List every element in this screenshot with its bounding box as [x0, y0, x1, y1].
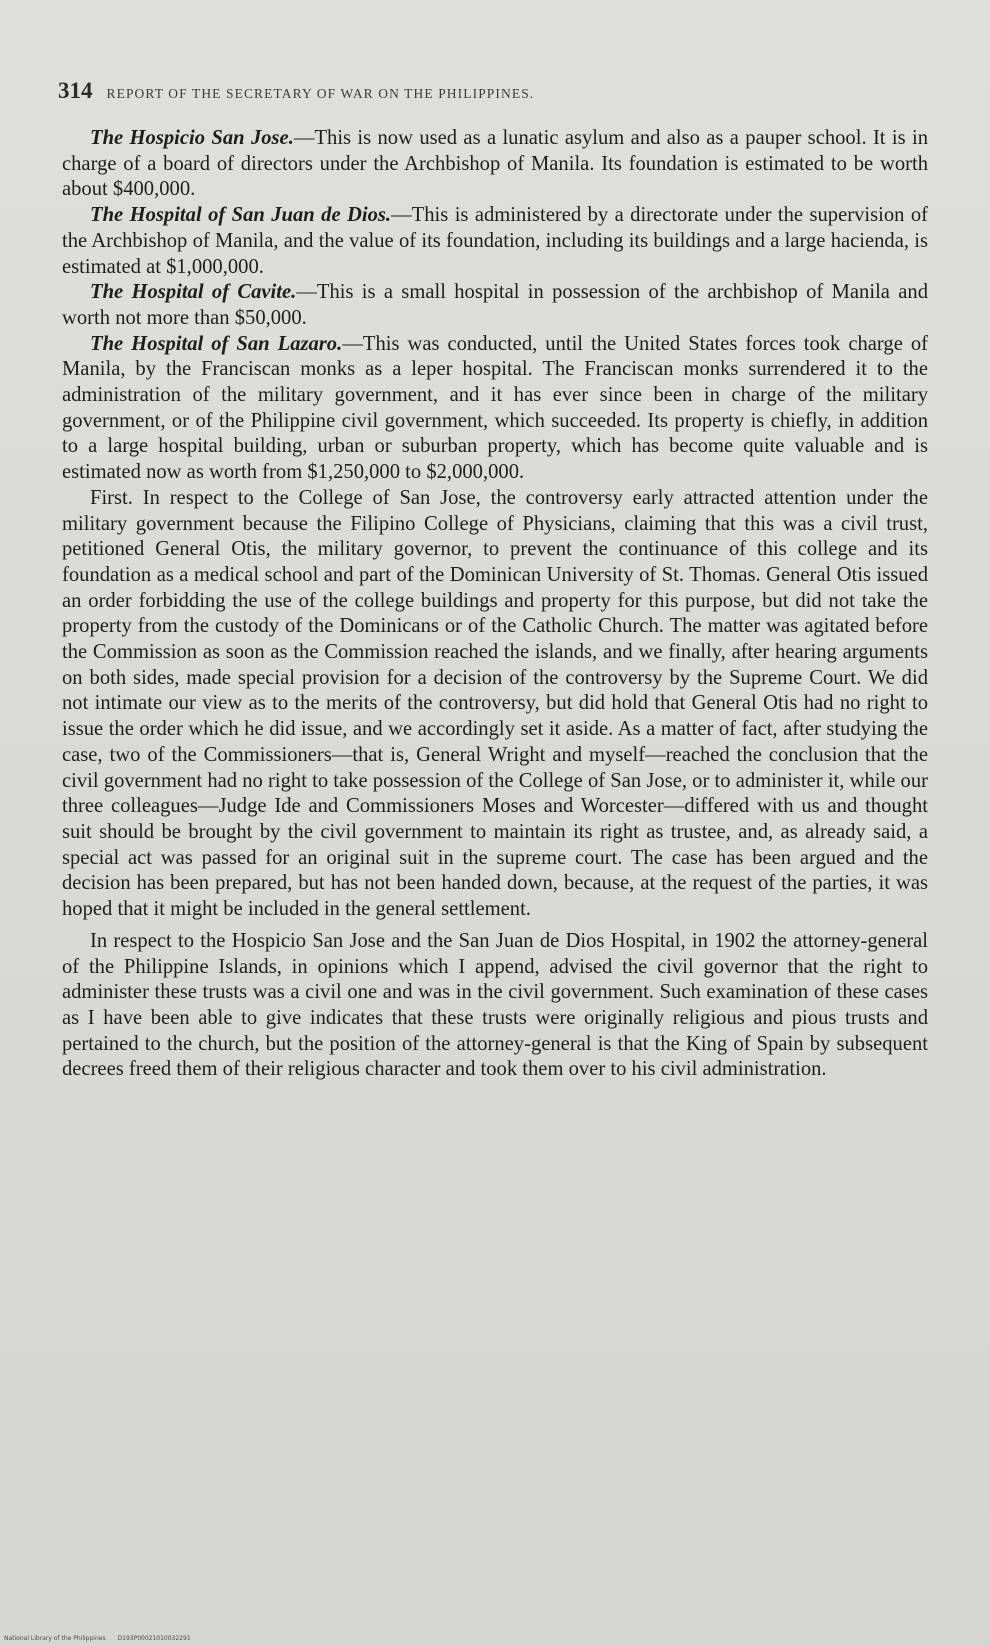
footer-library: National Library of the Philippines — [4, 1635, 106, 1642]
paragraph-text: —This is administered by a directorate under the supervision of the Archbishop of Manila, and the value of its foundation, including its buildings and a large hacienda, is estimated at $1,000,000. — [62, 204, 928, 278]
paragraph-hospicio-and-san-juan — [62, 929, 928, 1083]
paragraph-lead: The Hospicio San Jose. — [90, 127, 294, 149]
paragraph-text: —This was conducted, until the United States forces took charge of Manila, by the Franciscan monks as a leper hospital. The Franciscan monks surrendered it to the administration of the military government, and it has ever since been in charge of the military government, or of the Philippine civil government, which succeeded. Its property is chiefly, in addition to a large hospital building, urban or suburban property, which has become quite valuable and is estimated now as worth from $1,250,000 to $2,000,000. — [62, 332, 928, 484]
paragraph-college-of-san-jose — [62, 486, 928, 923]
paragraph-text: First. In respect to the College of San Jose, the controversy early attracted attention under the military government because the Filipino College of Physicians, claiming that this was a civil trust, petitioned General Otis, the military governor, to prevent the continuance of this college and its foundation as a medical school and part of the Dominican University of St. Thomas. General Otis issued an order forbidding the use of the college buildings and property for this purpose, but did not take the property from the custody of the Dominicans or of the Catholic Church. The matter was agitated before the Commission as soon as the Commission reached the islands, and we finally, after hearing arguments on both sides, made special provision for a decision of the controversy by the Supreme Court. We did not intimate our view as to the merits of the controversy, but did hold that General Otis had no right to issue the order which he did issue, and we accordingly set it aside. As a matter of fact, after studying the case, two of the Commissioners—that is, General Wright and myself—reached the conclusion that the civil government had no right to take possession of the College of San Jose, or to administer it, while our three colleagues—Judge Ide and Commissioners Moses and Worcester—differed with us and thought suit should be brought by the civil government to maintain its right as trustee, and, as already said, a special act was passed for an original suit in the supreme court. The case has been argued and the decision has been prepared, but has not been handed down, because, at the request of the parties, it was hoped that it might be included in the general settlement. — [62, 486, 928, 921]
paragraph-san-juan-de-dios — [62, 203, 928, 280]
paragraph-text: In respect to the Hospicio San Jose and the San Juan de Dios Hospital, in 1902 the attorney-general of the Philippine Islands, in opinions which I append, advised the civil governor that the right to administer these trusts was a civil one and was in the civil government. Such examination of these cases as I have been able to give indicates that these trusts were originally religious and pious trusts and pertained to the church, but the position of the attorney-general is that the King of Spain by subsequent decrees freed them of their religious character and took them over to his civil administration. — [62, 929, 928, 1081]
paragraph-san-lazaro — [62, 332, 928, 486]
page-number: 314 — [58, 78, 93, 103]
paragraph-hospicio-san-jose — [62, 126, 928, 203]
scan-footer — [4, 1635, 201, 1642]
paragraph-lead: The Hospital of Cavite. — [90, 281, 297, 304]
paragraph-lead: The Hospital of San Juan de Dios. — [90, 204, 392, 227]
paragraph-hospital-of-cavite — [62, 280, 928, 331]
paragraph-text: —This is a small hospital in possession of the archbishop of Manila and worth not more than $50,000. — [62, 281, 928, 329]
page-header — [58, 78, 928, 104]
footer-code: D193P00021010032291 — [117, 1635, 191, 1642]
paragraph-lead: The Hospital of San Lazaro. — [90, 332, 343, 355]
running-head: REPORT OF THE SECRETARY OF WAR ON THE PHILIPPINES. — [106, 86, 535, 101]
body-text — [62, 126, 928, 1083]
paragraph-text: —This is now used as a lunatic asylum and also as a pauper school. It is in charge of a board of directors under the Archbishop of Manila. Its foundation is estimated to be worth about $400,000. — [62, 127, 928, 201]
